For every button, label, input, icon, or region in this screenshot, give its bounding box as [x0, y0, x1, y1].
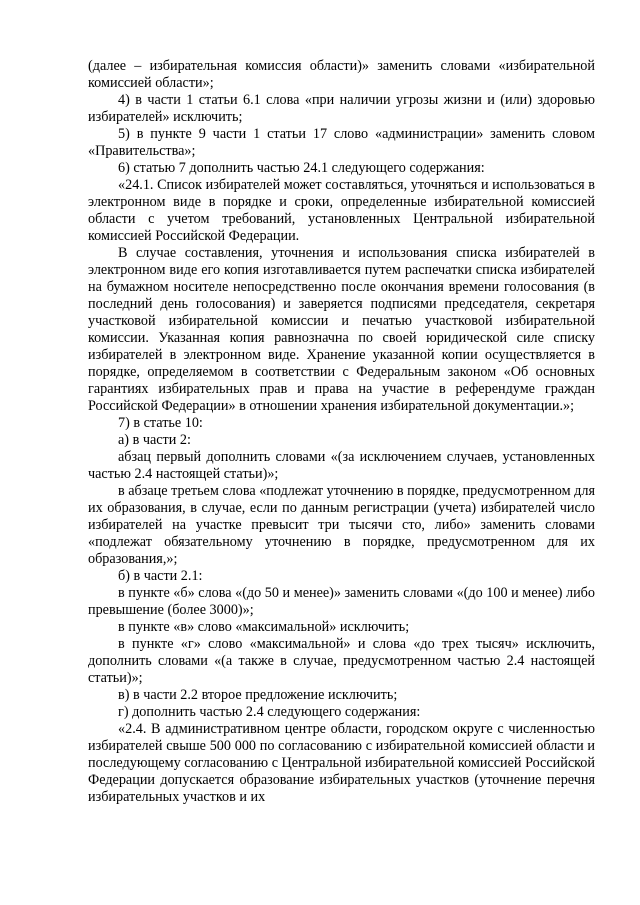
- paragraph: в пункте «б» слова «(до 50 и менее)» заменить словами «(до 100 и менее) либо превышение (более 3000)»;: [88, 585, 595, 618]
- paragraph: (далее – избирательная комиссия области)» заменить словами «избирательной комиссией области»;: [88, 58, 595, 91]
- paragraph: «24.1. Список избирателей может составляться, уточняться и использоваться в электронном виде в порядке и сроки, определенные избирательной комиссией области с учетом требований, установленных Центральной избирательной комиссией Российской Федерации.: [88, 177, 595, 244]
- paragraph: 5) в пункте 9 части 1 статьи 17 слово «администрации» заменить словом «Правительства»;: [88, 126, 595, 159]
- paragraph: г) дополнить частью 2.4 следующего содержания:: [118, 704, 421, 720]
- paragraph: в абзаце третьем слова «подлежат уточнению в порядке, предусмотренном для их образования, в случае, если по данным регистрации (учета) избирателей число избирателей на участке превысит три тысячи сто, либо» заменить словами «подлежат обязательному уточнению в порядке, предусмотренном для их образования,»;: [88, 483, 595, 567]
- paragraph: а) в части 2:: [118, 432, 191, 448]
- document-body: [88, 58, 595, 806]
- paragraph: в) в части 2.2 второе предложение исключить;: [118, 687, 398, 703]
- paragraph: 4) в части 1 статьи 6.1 слова «при наличии угрозы жизни и (или) здоровью избирателей» исключить;: [88, 92, 595, 125]
- paragraph: В случае составления, уточнения и использования списка избирателей в электронном виде его копия изготавливается путем распечатки списка избирателей на бумажном носителе непосредственно после окончания времени голосования (в последний день голосования) и заверяется подписями председателя, секретаря участковой избирательной комиссии и печатью участковой избирательной комиссии. Указанная копия равнозначна по своей юридической силе списку избирателей в электронном виде. Хранение указанной копии осуществляется в порядке, определяемом в соответствии с Федеральным законом «Об основных гарантиях избирательных прав и права на участие в референдуме граждан Российской Федерации» в отношении хранения избирательной документации.»;: [88, 245, 595, 414]
- paragraph: «2.4. В административном центре области, городском округе с численностью избирателей свыше 500 000 по согласованию с избирательной комиссией области и последующему согласованию с Центральной избирательной комиссией Российской Федерации допускается образование избирательных участков (уточнение перечня избирательных участков и их: [88, 721, 595, 805]
- paragraph: б) в части 2.1:: [118, 568, 203, 584]
- paragraph: 7) в статье 10:: [118, 415, 203, 431]
- paragraph: в пункте «г» слово «максимальной» и слова «до трех тысяч» исключить, дополнить словами «(а также в случае, предусмотренном частью 2.4 настоящей статьи)»;: [88, 636, 595, 686]
- paragraph: в пункте «в» слово «максимальной» исключить;: [118, 619, 410, 635]
- paragraph: 6) статью 7 дополнить частью 24.1 следующего содержания:: [118, 160, 485, 176]
- paragraph: абзац первый дополнить словами «(за исключением случаев, установленных частью 2.4 настоящей статьи)»;: [88, 449, 595, 482]
